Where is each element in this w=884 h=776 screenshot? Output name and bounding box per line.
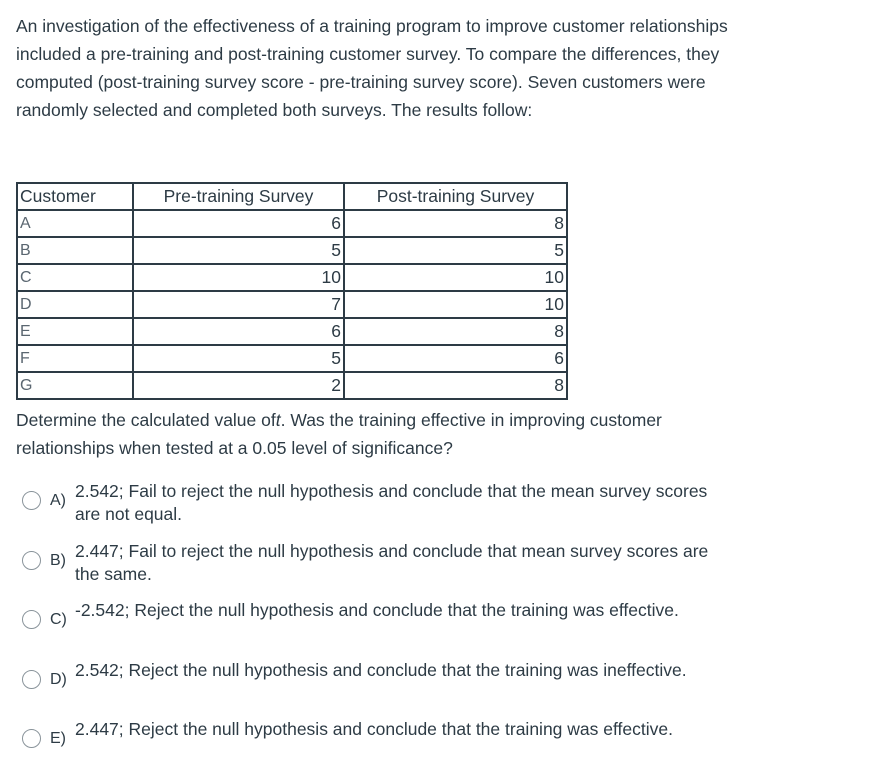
survey-table (16, 182, 568, 400)
table-row (17, 372, 567, 399)
pre-score-cell: 7 (133, 291, 344, 318)
answer-option-c[interactable] (22, 600, 742, 657)
customer-cell: F (17, 345, 133, 372)
answer-text: 2.447; Reject the null hypothesis and conclude that the training was effective. (75, 719, 673, 739)
pre-score-cell: 5 (133, 237, 344, 264)
post-score-cell: 10 (344, 264, 567, 291)
post-score-cell: 8 (344, 372, 567, 399)
table-header-row (17, 183, 567, 210)
customer-cell: A (17, 210, 133, 237)
answer-text: 2.542; Reject the null hypothesis and conclude that the training was ineffective. (75, 660, 687, 680)
problem-intro: An investigation of the effectiveness of a training program to improve customer relationships included a pre-training and post-training customer survey. To compare the differences, they computed (post-training survey score - pre-training survey score). Seven customers were randomly selected and completed both surveys. The results follow: (16, 16, 728, 120)
pre-score-cell: 6 (133, 210, 344, 237)
radio-button[interactable] (22, 610, 41, 629)
customer-cell: E (17, 318, 133, 345)
radio-button[interactable] (22, 670, 41, 689)
answer-letter: C) (50, 611, 67, 628)
pre-score-cell: 10 (133, 264, 344, 291)
header-customer: Customer (17, 183, 133, 210)
question-text (16, 406, 756, 462)
customer-cell: G (17, 372, 133, 399)
pre-score-cell: 6 (133, 318, 344, 345)
pre-score-cell: 5 (133, 345, 344, 372)
post-score-cell: 5 (344, 237, 567, 264)
header-pre-training: Pre-training Survey (133, 183, 344, 210)
table-row (17, 345, 567, 372)
answer-text: -2.542; Reject the null hypothesis and conclude that the training was effective. (75, 600, 679, 620)
answer-letter: B) (50, 552, 66, 569)
radio-button[interactable] (22, 729, 41, 748)
answer-option-b[interactable] (22, 541, 742, 598)
post-score-cell: 8 (344, 210, 567, 237)
answer-letter: E) (50, 730, 66, 747)
question-part1: Determine the calculated value of (16, 410, 276, 430)
pre-score-cell: 2 (133, 372, 344, 399)
customer-cell: B (17, 237, 133, 264)
table-row (17, 318, 567, 345)
table-row (17, 291, 567, 318)
post-score-cell: 10 (344, 291, 567, 318)
question-part2: . Was the training effective in improving customer relationships when tested at a 0.05 level of significance? (16, 410, 662, 458)
header-post-training: Post-training Survey (344, 183, 567, 210)
post-score-cell: 8 (344, 318, 567, 345)
customer-cell: D (17, 291, 133, 318)
question-variable: t (275, 410, 281, 430)
answer-text: 2.542; Fail to reject the null hypothesis and conclude that the mean survey scores are not equal. (75, 481, 708, 524)
answer-letter: A) (50, 492, 66, 509)
radio-button[interactable] (22, 551, 41, 570)
answer-letter: D) (50, 671, 67, 688)
table-row (17, 264, 567, 291)
answer-text: 2.447; Fail to reject the null hypothesis and conclude that mean survey scores are the same. (75, 541, 709, 584)
radio-button[interactable] (22, 491, 41, 510)
answer-option-e[interactable] (22, 719, 742, 776)
answer-option-a[interactable] (22, 481, 742, 538)
answer-option-d[interactable] (22, 660, 742, 717)
table-row (17, 210, 567, 237)
table-row (17, 237, 567, 264)
customer-cell: C (17, 264, 133, 291)
post-score-cell: 6 (344, 345, 567, 372)
